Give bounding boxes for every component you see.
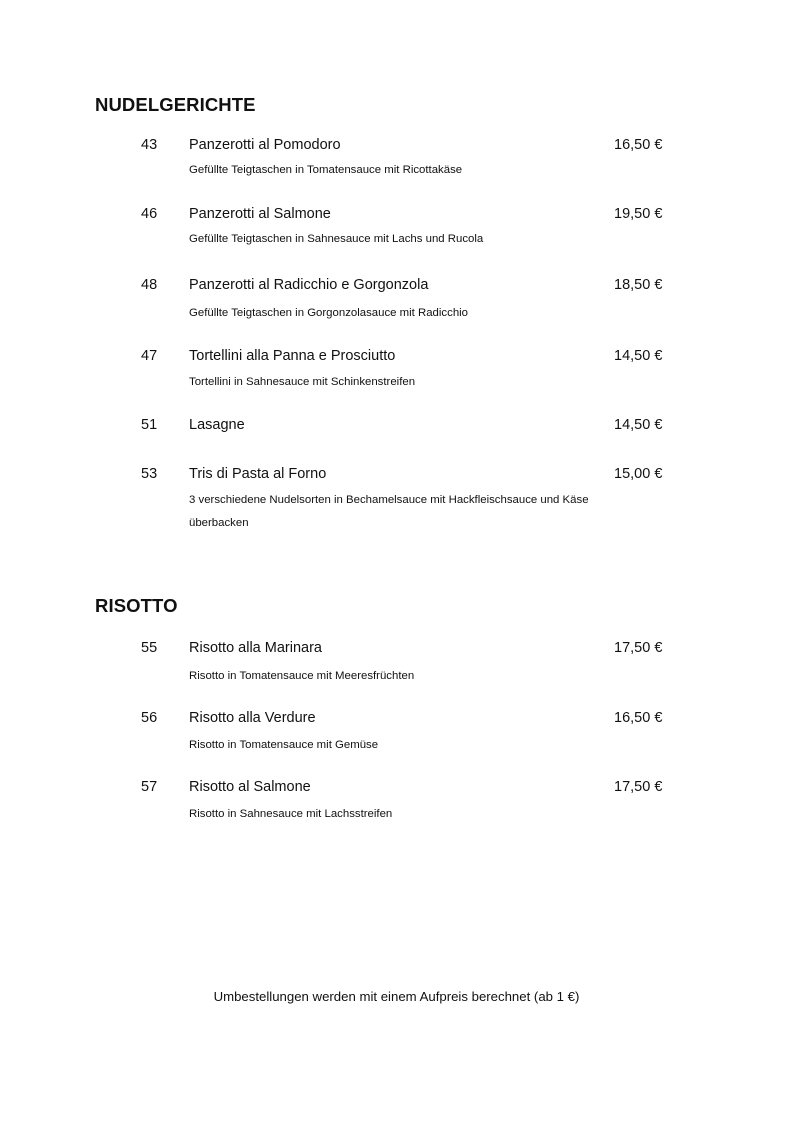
item-number: 43 (141, 137, 158, 153)
item-name: Risotto al Salmone (189, 779, 311, 795)
item-description: Risotto in Tomatensauce mit Meeresfrüchten (189, 670, 415, 682)
item-description: 3 verschiedene Nudelsorten in Bechamelsauce mit Hackfleischsauce und Käse überbacken (189, 494, 589, 529)
item-name: Tris di Pasta al Forno (189, 466, 327, 482)
item-name: Risotto alla Verdure (189, 710, 316, 726)
section-title-risotto: RISOTTO (95, 595, 178, 616)
item-price: 16,50 € (614, 710, 663, 726)
item-number: 53 (141, 466, 158, 482)
item-number: 57 (141, 779, 158, 795)
item-price: 16,50 € (614, 137, 663, 153)
item-description: Gefüllte Teigtaschen in Tomatensauce mit Ricottakäse (189, 164, 463, 176)
item-description: Tortellini in Sahnesauce mit Schinkenstreifen (189, 376, 416, 388)
item-price: 14,50 € (614, 417, 663, 433)
item-name: Tortellini alla Panna e Prosciutto (189, 348, 396, 364)
item-number: 46 (141, 206, 158, 222)
item-name: Panzerotti al Pomodoro (189, 137, 341, 153)
item-description: Risotto in Sahnesauce mit Lachsstreifen (189, 808, 393, 820)
item-price: 14,50 € (614, 348, 663, 364)
item-description: Risotto in Tomatensauce mit Gemüse (189, 739, 379, 751)
item-price: 19,50 € (614, 206, 663, 222)
footer-note: Umbestellungen werden mit einem Aufpreis berechnet (ab 1 €) (213, 989, 580, 1004)
item-price: 15,00 € (614, 466, 663, 482)
item-price: 17,50 € (614, 779, 663, 795)
item-name: Risotto alla Marinara (189, 640, 322, 656)
item-price: 17,50 € (614, 640, 663, 656)
item-name: Panzerotti al Radicchio e Gorgonzola (189, 277, 429, 293)
item-name: Panzerotti al Salmone (189, 206, 331, 222)
item-number: 55 (141, 640, 158, 656)
item-number: 48 (141, 277, 158, 293)
item-name: Lasagne (189, 417, 245, 433)
item-description: Gefüllte Teigtaschen in Sahnesauce mit Lachs und Rucola (189, 233, 484, 245)
section-title-nudelgerichte: NUDELGERICHTE (95, 94, 256, 115)
item-number: 51 (141, 417, 158, 433)
item-number: 47 (141, 348, 158, 364)
item-price: 18,50 € (614, 277, 663, 293)
item-description: Gefüllte Teigtaschen in Gorgonzolasauce mit Radicchio (189, 307, 469, 319)
item-number: 56 (141, 710, 158, 726)
